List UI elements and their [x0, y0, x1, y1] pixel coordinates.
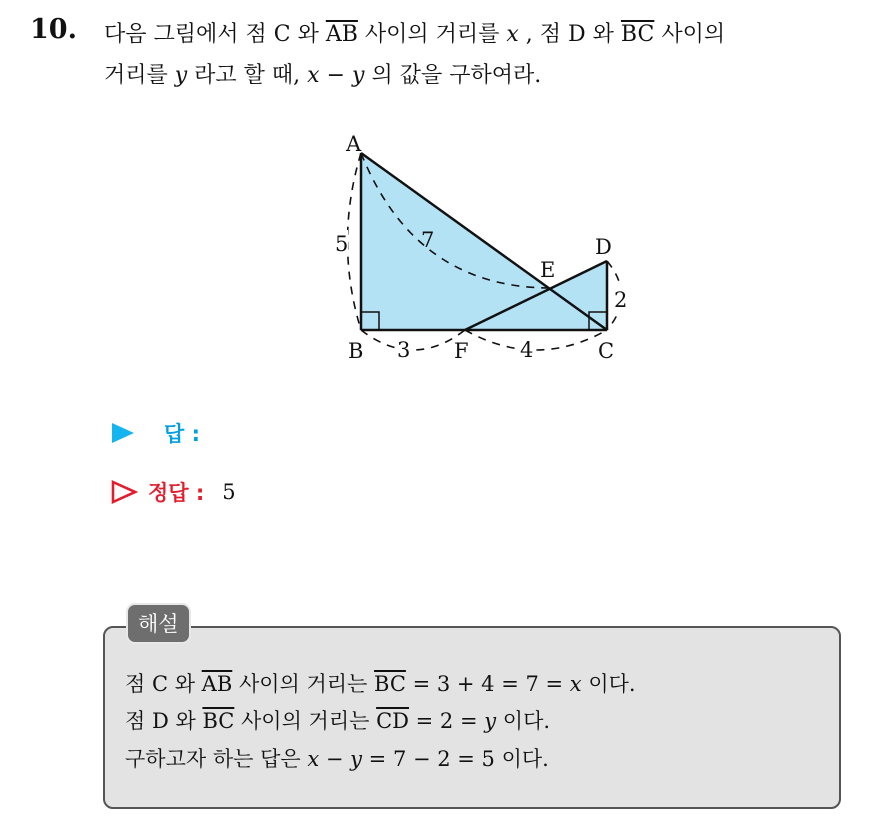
text-span: 라고 할 때, [187, 63, 308, 88]
point-label-f: F [454, 339, 469, 363]
length-label-ac: 7 [421, 228, 435, 252]
outline-triangle-marker-icon [110, 479, 138, 505]
question-number: 10. [30, 14, 77, 45]
text-span: 사이의 거리를 [357, 22, 507, 47]
variable-y: y [174, 63, 188, 88]
text-span: 점 C 와 [125, 672, 202, 696]
variable-y: y [350, 747, 362, 771]
minus-sign: − [319, 747, 351, 771]
geometry-figure [320, 130, 640, 380]
figure-svg [320, 130, 640, 380]
segment-bc: $\overline{BC}$ [202, 709, 235, 733]
variable-x: x [506, 22, 519, 47]
segment-cd: $\overline{CD}$ [376, 709, 409, 733]
length-label-cd: 2 [614, 288, 628, 312]
question-text-line-2 [104, 58, 541, 89]
length-label-bf: 3 [397, 338, 411, 362]
text-span: 다음 그림에서 점 C 와 [104, 22, 326, 47]
segment-bc: $\overline{BC}$ [374, 672, 406, 696]
text-span: = 7 − 2 = 5 이다. [362, 747, 549, 771]
filled-triangle-marker-icon [110, 421, 136, 445]
point-label-c: C [598, 339, 615, 363]
solution-line-3 [125, 743, 549, 773]
text-span: 이다. [496, 709, 551, 733]
segment-ab: $\overline{AB}$ [201, 672, 233, 696]
text-span: = 3 + 4 = 7 = [405, 672, 570, 696]
question-text-line-1 [104, 17, 725, 48]
text-span: = 2 = [408, 709, 485, 733]
text-span: 구하고자 하는 답은 [125, 747, 308, 771]
point-label-b: B [348, 339, 364, 363]
arc-bf [361, 330, 465, 350]
correct-answer-row [110, 477, 236, 507]
text-span: , 점 D 와 [518, 22, 621, 47]
variable-y: y [352, 63, 365, 88]
length-label-ab: 5 [335, 232, 349, 256]
text-span: 사이의 거리는 [232, 672, 375, 696]
minus-sign: − [319, 63, 353, 88]
correct-answer-value: 5 [222, 480, 236, 504]
text-span: 사이의 거리는 [234, 709, 377, 733]
variable-x: x [569, 672, 582, 696]
arc-fc [465, 330, 607, 350]
length-label-fc: 4 [520, 338, 534, 362]
answer-label: 답 : [164, 422, 200, 446]
point-label-a: A [346, 132, 362, 156]
point-label-e: E [540, 258, 556, 282]
variable-y: y [484, 709, 497, 733]
text-span: 사이의 [654, 22, 726, 47]
text-span: 이다. [581, 672, 636, 696]
text-span: 의 값을 구하여라. [364, 63, 542, 88]
segment-bc: $\overline{BC}$ [620, 22, 655, 47]
point-label-d: D [595, 235, 612, 259]
correct-answer-label: 정답 : [148, 481, 205, 505]
solution-line-1 [125, 668, 636, 698]
text-span: 거리를 [104, 63, 175, 88]
arc-ab [348, 153, 362, 330]
answer-row [110, 418, 200, 448]
solution-tag: 해설 [126, 603, 191, 644]
variable-x: x [307, 747, 320, 771]
variable-x: x [307, 63, 320, 88]
segment-ab: $\overline{AB}$ [325, 22, 358, 47]
solution-line-2 [125, 705, 550, 735]
text-span: 점 D 와 [125, 709, 203, 733]
